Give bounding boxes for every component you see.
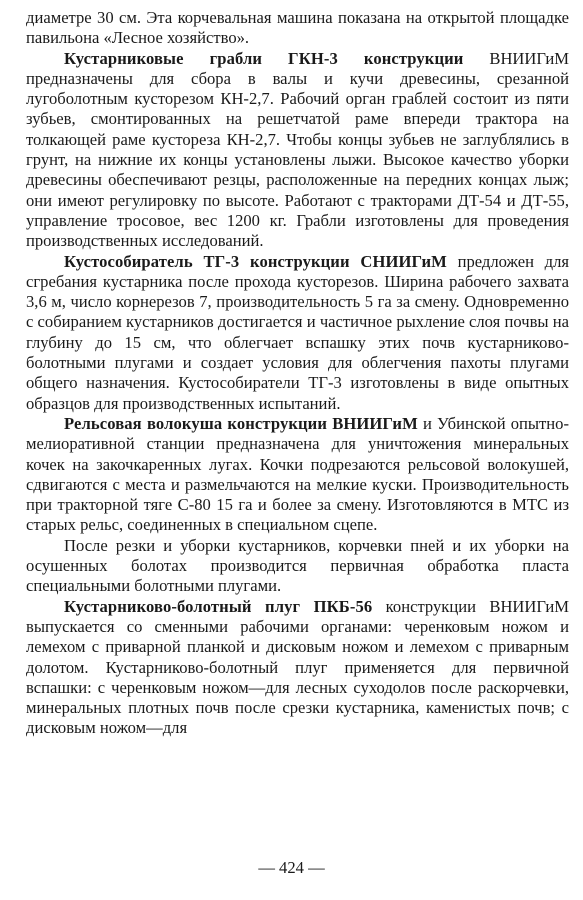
paragraph-text: ВНИИГиМ предназначены для сбора в валы и кучи древесины, срезанной лугоболотным кусторезом КН-2,7. Рабочий орган граблей состоит из пяти зубьев, смонтированных на решетчатой раме впереди трактора на толкающей раме кустореза КН-2,7. Чтобы концы зубьев не заглублялись в грунт, на нижние их концы установлены лыжи. Высокое качество уборки древесины обеспечивают резцы, расположенные на передних концах лыж; они имеют регулировку по высоте. Работают с тракторами ДТ-54 и ДТ-55, управление тросовое, вес 1200 кг. Грабли изготовлены для проведения производственных исследований. <box>26 48 569 251</box>
paragraph-text: конструкции ВНИИГиМ выпускается со сменными рабочими органами: черенковым ножом и лемехом с приварной планкой и дисковым ножом и лемехом с приварным долотом. Кустарниково-болотный плуг применяется для первичной вспашки: с черенковым ножом—для лесных суходолов после раскорчевки, минеральных плотных почв после срезки кустарника, каменистых почв; с дисковым ножом—для <box>26 596 569 738</box>
paragraph-heading: Кустарниковые грабли ГКН-3 конструкции <box>64 48 464 68</box>
paragraph-heading: Рельсовая волокуша конструкции ВНИИГиМ <box>64 413 418 433</box>
paragraph-gkn3-rake <box>26 49 569 252</box>
paragraph-tg3-collector <box>26 252 569 414</box>
paragraph-rail-drag <box>26 414 569 536</box>
paragraph-text: предложен для сгребания кустарника после прохода кусторезов. Ширина рабочего захвата 3,6 м, число корнерезов 7, производительность 5 га за смену. Одновременно с собиранием кустарников достигается и частичное рыхление слоя почвы на глубину до 15 см, что облегчает вспашку этих почв кустарниково-болотными плугами и создает условия для облегчения пахоты плугами общего назначения. Кустособиратели ТГ-3 изготовлены в виде опытных образцов для производственных испытаний. <box>26 251 569 413</box>
paragraph-continuation <box>26 8 569 49</box>
paragraph-pkb56-plough <box>26 597 569 739</box>
page-number: — 424 — <box>258 858 325 877</box>
paragraph-text: и Убинской опытно-мелиоративной станции предназначена для уничтожения минеральных кочек на закочкаренных лугах. Кочки подрезаются рельсовой волокушей, сдвигаются с места и размельчаются на мелкие куски. Производительность при тракторной тяге С-80 15 га и более за смену. Изготовляются в МТС из старых рельс, соединенных в специальном сцепе. <box>26 413 569 535</box>
paragraph-text: После резки и уборки кустарников, корчевки пней и их уборки на осушенных болотах производится первичная обработка пласта специальными болотными плугами. <box>26 535 569 596</box>
paragraph-text: диаметре 30 см. Эта корчевальная машина показана на открытой площадке павильона «Лесное хозяйство». <box>26 8 569 48</box>
paragraph-heading: Кустособиратель ТГ-3 конструкции СНИИГиМ <box>64 251 447 271</box>
paragraph-primary-tillage <box>26 536 569 597</box>
paragraph-heading: Кустарниково-болотный плуг ПКБ-56 <box>64 596 373 616</box>
